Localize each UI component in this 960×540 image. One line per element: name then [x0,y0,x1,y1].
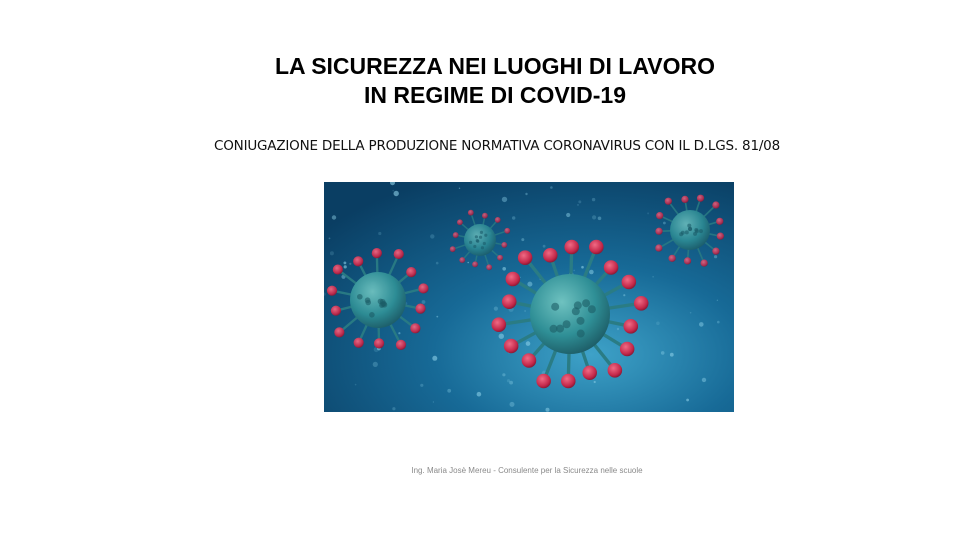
virus-spike-tip [472,261,478,267]
particle [330,251,334,255]
particle [422,300,426,304]
virus-surface-spot [382,302,388,308]
virus-surface-spot [685,230,689,234]
virus-spike-tip [564,240,579,255]
particle [430,234,434,238]
virus-spike-tip [536,374,551,389]
virus-spike-tip [459,257,465,263]
virus-surface-spot [476,240,479,243]
virus-spike-tip [522,353,537,368]
particle [598,217,602,221]
particle [699,322,704,327]
virus-surface-spot [475,235,478,238]
virus-spike-tip [622,275,637,290]
virus-body [350,272,406,328]
virus-spike-tip [604,260,619,275]
particle [507,379,510,382]
virus-spike-tip [712,201,719,208]
particle [623,294,625,296]
particle [420,384,423,387]
particle [690,312,692,314]
particle [512,216,515,219]
particle [459,188,460,189]
virus-spike-tip [620,342,635,357]
particle [433,401,434,402]
virus-spike-tip [486,264,492,270]
virus-surface-spot [369,312,375,318]
particle [525,193,527,195]
particle [594,381,596,383]
particle [686,399,689,402]
virus-surface-spot [556,325,564,333]
virus-spike-tip [482,213,488,219]
virus-surface-spot [688,227,692,231]
particle [502,197,507,202]
virus-spike-tip [717,233,724,240]
particle [436,262,439,265]
virus-spike-tip [623,319,638,334]
particle [392,407,395,410]
particle [499,334,504,339]
particle [581,266,584,269]
particle [543,245,546,248]
virus-spike-tip [684,257,691,264]
virus-spike-tip [608,363,623,378]
virus-surface-spot [357,294,363,300]
particle [502,267,506,271]
particle [617,328,619,330]
virus-surface-spot [483,242,486,245]
virus-spike-tip [453,232,459,238]
virus-spike-tip [410,323,420,333]
virus-surface-spot [473,245,476,248]
virus-surface-spot [577,330,585,338]
particle [373,362,378,367]
particle [578,200,581,203]
particle [344,262,347,265]
virus-spike-tip [354,338,364,348]
virus-spike-tip [396,340,406,350]
virus-spike-tip [668,255,675,262]
particle [398,332,400,334]
slide-subtitle: CONIUGAZIONE DELLA PRODUZIONE NORMATIVA CORONAVIRUS CON IL D.LGS. 81/08 [214,138,780,154]
virus-body [464,224,496,256]
particle [329,238,331,240]
particle [592,198,595,201]
slide-title [0,52,960,110]
virus-spike-tip [518,250,533,265]
particle [566,213,570,217]
virus-spike-tip [501,242,507,248]
particle [355,384,357,386]
coronavirus-illustration [324,182,734,412]
virus-spike-tip [406,267,416,277]
virus-spike-tip [502,294,517,309]
particle [656,322,660,326]
virus-surface-spot [679,232,683,236]
virus-spike-tip [495,217,501,223]
particle [392,190,394,192]
particle [702,378,706,382]
virus-surface-spot [365,300,371,306]
virus-surface-spot [551,303,559,311]
virus-spike-tip [468,210,474,216]
virus-spike-tip [701,259,708,266]
virus-spike-tip [655,244,662,251]
virus-surface-spot [588,305,596,313]
particle [447,389,451,393]
particle [436,316,438,318]
particle [467,262,469,264]
particle [349,263,351,265]
virus-spike-tip [415,304,425,314]
particle [394,191,399,196]
virus-spike-tip [589,240,604,255]
virus-spike-tip [327,286,337,296]
virus-spike-tip [697,195,704,202]
particle [577,204,579,206]
virus-surface-spot [479,236,482,239]
particle [477,392,482,397]
particle [717,321,720,324]
particle [502,373,505,376]
particle [494,307,498,311]
footer-credit: Ing. Maria Josè Mereu - Consulente per la Sicurezza nelle scuole [411,466,643,475]
particle [524,310,526,312]
title-line-2: IN REGIME DI COVID-19 [364,82,626,108]
virus-spike-tip [504,228,510,234]
virus-spike-tip [634,296,649,311]
particle [573,270,575,272]
particle [661,351,665,355]
virus-spike-tip [681,196,688,203]
virus-surface-spot [582,299,590,307]
virus-spike-tip [712,248,719,255]
particle [592,215,596,219]
virus-spike-tip [333,264,343,274]
particle [589,270,594,275]
title-line-1: LA SICUREZZA NEI LUOGHI DI LAVORO [275,53,715,79]
particle [344,265,347,268]
virus-surface-spot [577,317,585,325]
virus-spike-tip [492,317,507,332]
particle [652,276,654,278]
virus-spike-tip [418,283,428,293]
particle [670,353,674,357]
particle [647,212,649,214]
virus-surface-spot [574,301,582,309]
virus-spike-tip [656,212,663,219]
particle [521,238,524,241]
virus-surface-spot [480,231,483,234]
virus-spike-tip [561,374,576,389]
virus-spike-tip [353,256,363,266]
virus-spike-tip [506,272,521,287]
virus-surface-spot [481,246,484,249]
virus-surface-spot [484,234,487,237]
virus-spike-tip [457,219,463,225]
coronavirus-image [324,182,734,412]
virus-spike-tip [372,248,382,258]
virus-spike-tip [450,246,456,252]
virus-spike-tip [716,218,723,225]
virus-spike-tip [334,327,344,337]
particle [717,300,718,301]
virus-spike-tip [665,198,672,205]
virus-surface-spot [469,241,472,244]
virus-surface-spot [695,229,699,233]
virus-body [530,274,610,354]
virus-surface-spot [699,229,703,233]
particle [526,341,531,346]
particle [332,215,336,219]
particle [510,402,515,407]
particle [527,282,532,287]
virus-spike-tip [655,228,662,235]
virus-spike-tip [497,255,503,261]
particle [378,232,381,235]
particle [714,255,717,258]
virus-spike-tip [331,306,341,316]
particle [663,222,666,225]
virus-spike-tip [582,366,597,381]
virus-spike-tip [543,248,558,263]
particle [546,408,550,412]
particle [550,186,553,189]
virus-spike-tip [394,249,404,259]
virus-spike-tip [374,338,384,348]
virus-spike-tip [504,339,519,354]
particle [432,356,437,361]
